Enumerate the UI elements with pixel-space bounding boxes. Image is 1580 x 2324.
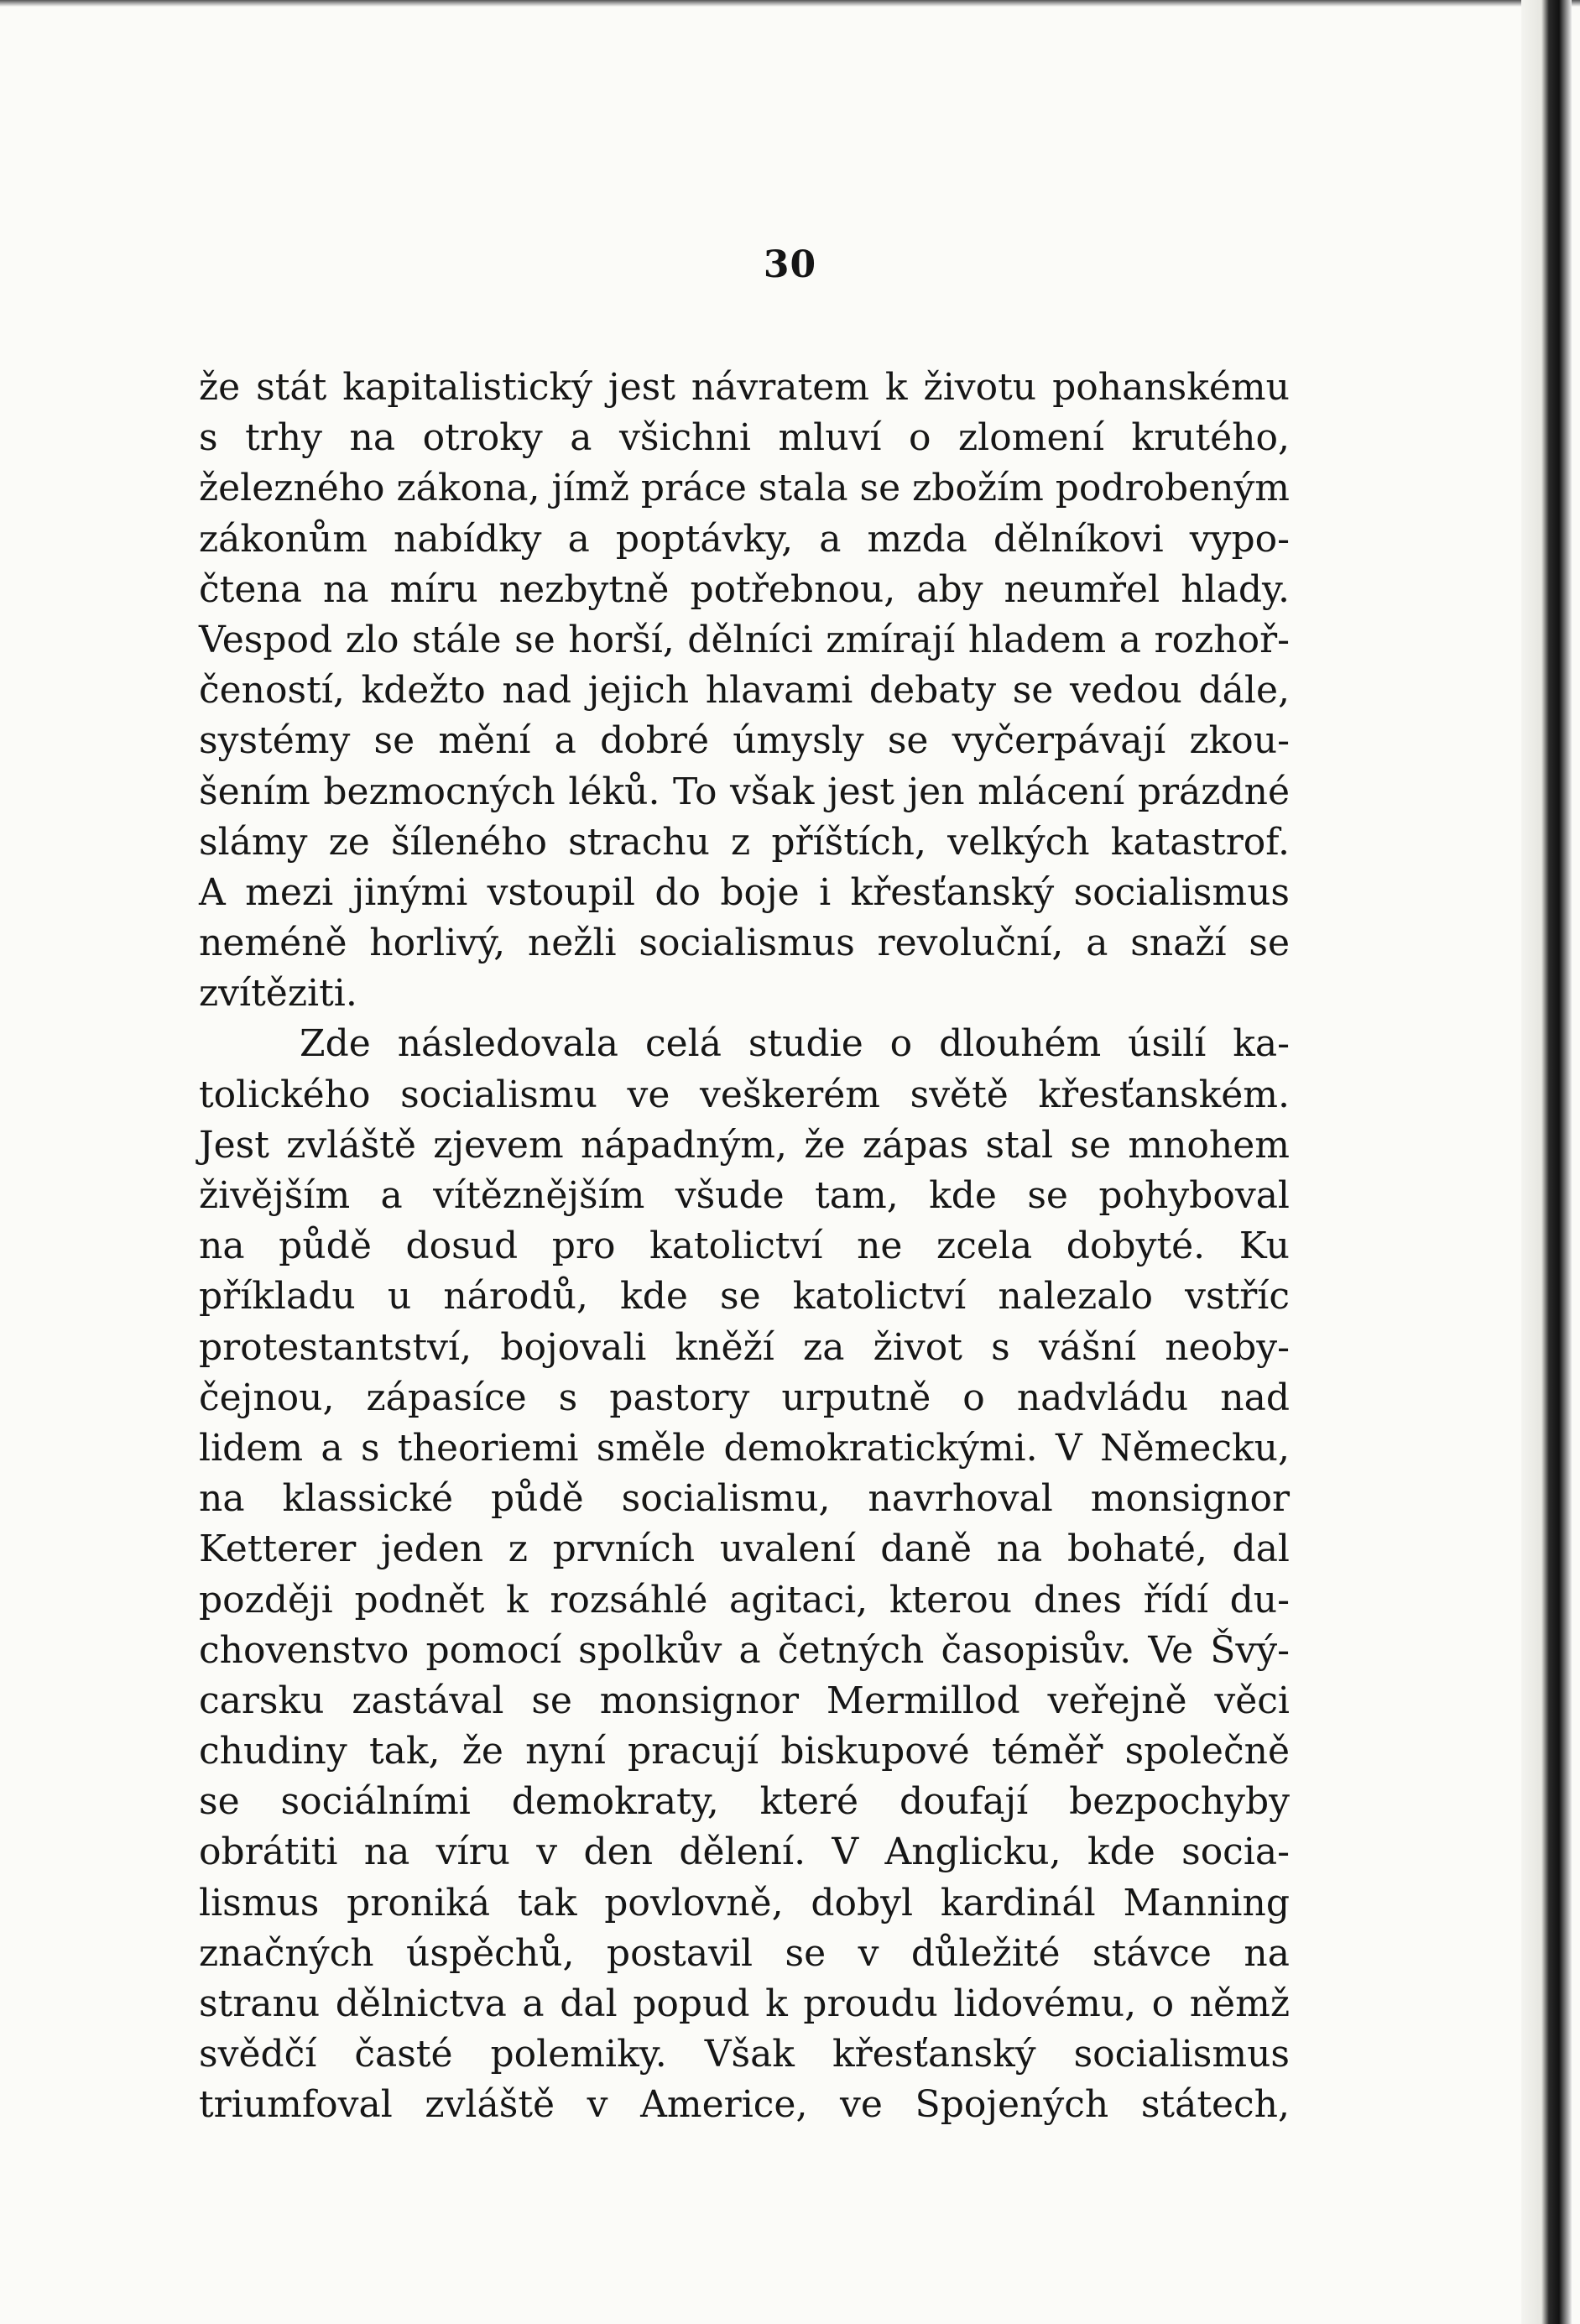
text-line: Ketterer jeden z prvních uvalení daně na bohaté, dal: [199, 1528, 1290, 1571]
text-line: na klassické půdě socialismu, navrhoval monsignor: [199, 1477, 1290, 1521]
text-line: carsku zastával se monsignor Mermillod veřejně věci: [199, 1679, 1290, 1722]
text-line: značných úspěchů, postavil se v důležité stávce na: [199, 1931, 1290, 1975]
text-line: železného zákona, jímž práce stala se zbožím podrobeným: [199, 467, 1290, 510]
paragraph: [199, 1019, 1290, 2130]
page-number: 30: [763, 243, 817, 286]
text-line: lismus proniká tak povlovně, dobyl kardinál Manning: [199, 1881, 1290, 1924]
text-line: Jest zvláště zjevem nápadným, že zápas stal se mnohem: [199, 1123, 1290, 1167]
text-line: Vespod zlo stále se horší, dělníci zmírají hladem a rozhoř-: [199, 618, 1290, 661]
text-line: triumfoval zvláště v Americe, ve Spojených státech,: [199, 2083, 1290, 2127]
text-line: zákonům nabídky a poptávky, a mzda dělníkovi vypo-: [199, 517, 1290, 561]
text-line: na půdě dosud pro katolictví ne zcela dobyté. Ku: [199, 1225, 1290, 1268]
text-line: s trhy na otroky a všichni mluví o zlomení krutého,: [199, 416, 1290, 460]
text-line: čtena na míru nezbytně potřebnou, aby neumřel hlady.: [199, 567, 1290, 611]
body-text: [199, 363, 1290, 2131]
text-line: obrátiti na víru v den dělení. V Anglicku, kde socia-: [199, 1830, 1290, 1874]
text-line: A mezi jinými vstoupil do boje i křesťanský socialismus: [199, 870, 1290, 914]
scan-top-edge: [0, 0, 1580, 7]
text-line: chovenstvo pomocí spolkův a četných časopisův. Ve Švý-: [199, 1628, 1290, 1672]
text-line: protestantství, bojovali kněží za život s vášní neoby-: [199, 1325, 1290, 1369]
text-line: šením bezmocných léků. To však jest jen mlácení prázdné: [199, 770, 1290, 813]
text-line: lidem a s theoriemi směle demokratickými. V Německu,: [199, 1426, 1290, 1470]
text-line: neméně horlivý, nežli socialismus revoluční, a snaží se: [199, 922, 1290, 965]
text-line: systémy se mění a dobré úmysly se vyčerpávají zkou-: [199, 719, 1290, 763]
text-line: zvítěziti.: [199, 972, 357, 1016]
text-line: tolického socialismu ve veškerém světě křesťanském.: [199, 1073, 1290, 1116]
text-line: že stát kapitalistický jest návratem k životu pohanskému: [199, 366, 1290, 409]
text-line: svědčí časté polemiky. Však křesťanský socialismus: [199, 2033, 1290, 2076]
text-line: chudiny tak, že nyní pracují biskupové téměř společně: [199, 1730, 1290, 1773]
text-line: Zde následovala celá studie o dlouhém úsilí ka-: [300, 1022, 1290, 1066]
text-line: čeností, kdežto nad jejich hlavami debaty se vedou dále,: [199, 669, 1290, 713]
paragraph: [199, 363, 1290, 1019]
text-line: později podnět k rozsáhlé agitaci, kterou dnes řídí du-: [199, 1578, 1290, 1622]
text-line: živějším a vítěznějším všude tam, kde se pohyboval: [199, 1174, 1290, 1217]
text-line: stranu dělnictva a dal popud k proudu lidovému, o němž: [199, 1982, 1290, 2025]
scan-binding-edge: [1521, 0, 1572, 2324]
text-line: se sociálními demokraty, které doufají bezpochyby: [199, 1780, 1290, 1824]
text-line: čejnou, zápasíce s pastory urputně o nadvládu nad: [199, 1376, 1290, 1419]
text-line: slámy ze šíleného strachu z příštích, velkých katastrof.: [199, 820, 1290, 864]
text-line: příkladu u národů, kde se katolictví nalezalo vstříc: [199, 1275, 1290, 1319]
